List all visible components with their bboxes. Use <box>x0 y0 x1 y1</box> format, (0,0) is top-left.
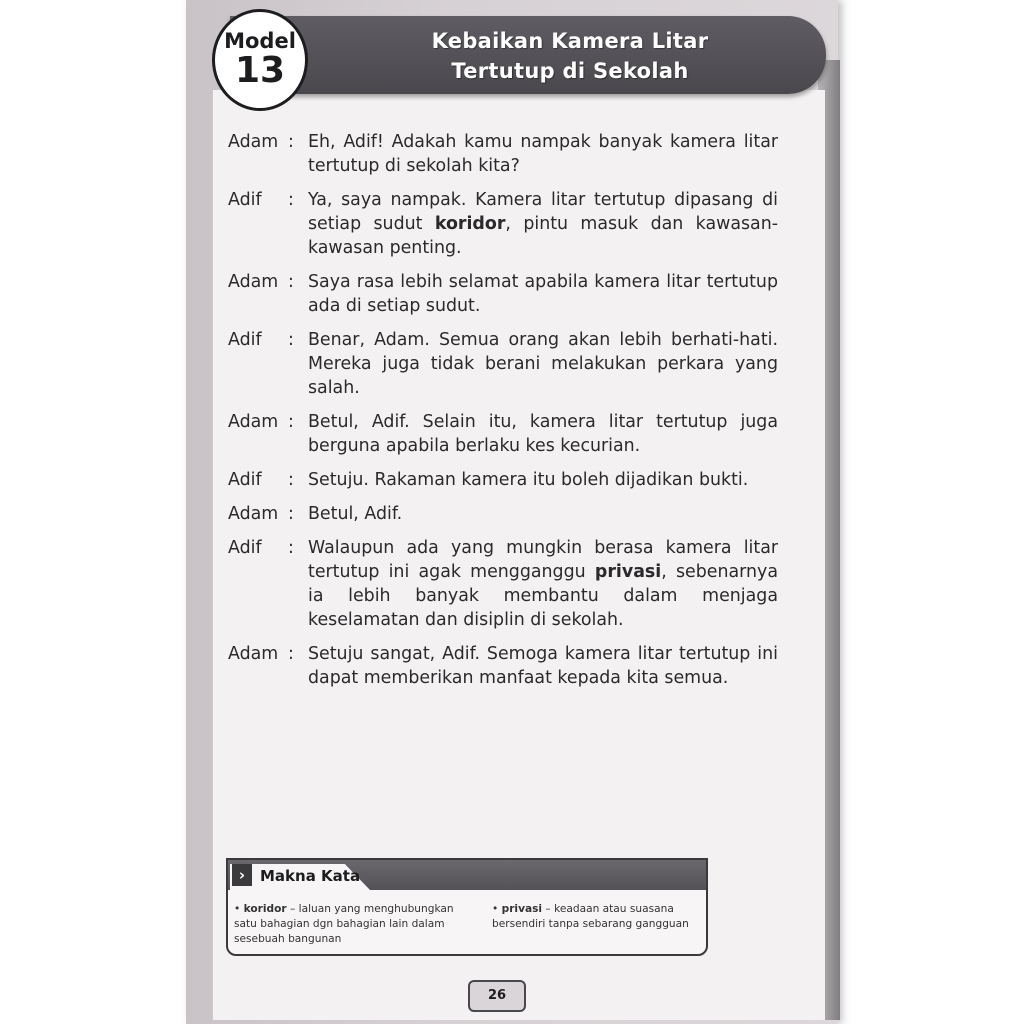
speaker-colon: : <box>288 190 294 210</box>
speaker-name: Adam <box>228 644 279 664</box>
speech-part: Setuju. Rakaman kamera itu boleh dijadikan bukti. <box>308 470 749 490</box>
dialogue-line <box>228 536 778 632</box>
speaker-colon: : <box>288 412 294 432</box>
speech-part: Betul, Adif. <box>308 504 403 524</box>
page-title <box>380 26 760 86</box>
speech-part: Betul, Adif. Selain itu, kamera litar tertutup juga berguna apabila berlaku kes kecurian. <box>308 412 778 456</box>
speech-part: , pintu masuk dan kawasan-kawasan penting. <box>308 214 778 258</box>
speech-keyword: privasi <box>594 562 662 582</box>
speech-part: , sebenarnya ia lebih banyak membantu dalam menjaga keselamatan dan disiplin di sekolah. <box>308 562 778 630</box>
speech-text <box>308 328 778 400</box>
speaker-colon: : <box>288 504 294 524</box>
page-number: 26 <box>468 980 526 1012</box>
dialogue-line <box>228 642 778 690</box>
title-line-1: Kebaikan Kamera Litar <box>431 29 709 53</box>
model-number: 13 <box>234 50 286 91</box>
model-label: Model <box>224 29 296 53</box>
speech-text <box>308 502 778 526</box>
speaker-colon: : <box>288 538 294 558</box>
dialogue-line <box>228 328 778 400</box>
dialogue <box>228 130 778 700</box>
speech-part: Setuju sangat, Adif. Semoga kamera litar tertutup ini dapat memberikan manfaat kepada kita semua. <box>308 644 778 688</box>
speech-part: Benar, Adam. Semua orang akan lebih berhati-hati. Mereka juga tidak berani melakukan perkara yang salah. <box>308 330 778 398</box>
glossary-term: koridor <box>243 903 287 915</box>
speech-part: Ya, saya nampak. Kamera litar tertutup dipasang di setiap sudut <box>308 190 778 234</box>
speech-part: Saya rasa lebih selamat apabila kamera litar tertutup ada di setiap sudut. <box>308 272 778 316</box>
speech-text <box>308 536 778 632</box>
speaker-name: Adam <box>228 272 279 292</box>
speaker-name: Adam <box>228 504 279 524</box>
speech-text <box>308 642 778 690</box>
speaker-colon: : <box>288 132 294 152</box>
makna-kata-box <box>226 858 708 956</box>
speaker-colon: : <box>288 272 294 292</box>
glossary-definition: – laluan yang menghubungkan satu bahagian dgn bahagian lain dalam sesebuah bangunan <box>234 903 454 945</box>
bullet: • <box>492 903 499 915</box>
makna-kata-header <box>228 860 706 890</box>
dialogue-line <box>228 410 778 458</box>
makna-kata-title: Makna Kata <box>260 867 361 885</box>
speech-text <box>308 270 778 318</box>
speaker-colon: : <box>288 470 294 490</box>
speech-keyword: koridor <box>434 214 506 234</box>
speaker-name: Adif <box>228 470 262 490</box>
speaker-name: Adif <box>228 330 262 350</box>
speech-text <box>308 130 778 178</box>
makna-kata-entry <box>234 902 472 947</box>
speech-part: Eh, Adif! Adakah kamu nampak banyak kamera litar tertutup di sekolah kita? <box>308 132 778 176</box>
speaker-name: Adif <box>228 538 262 558</box>
glossary-term: privasi <box>501 903 543 915</box>
dialogue-line <box>228 130 778 178</box>
glossary-definition: – keadaan atau suasana bersendiri tanpa sebarang gangguan <box>492 903 689 930</box>
speech-text <box>308 468 778 492</box>
speaker-colon: : <box>288 644 294 664</box>
dialogue-line <box>228 188 778 260</box>
speech-text <box>308 410 778 458</box>
chevron-right-icon: › <box>232 864 252 886</box>
speech-text <box>308 188 778 260</box>
bullet: • <box>234 903 241 915</box>
dialogue-line <box>228 468 778 492</box>
model-badge <box>212 9 308 111</box>
dialogue-line <box>228 502 778 526</box>
speech-part: Walaupun ada yang mungkin berasa kamera litar tertutup ini agak mengganggu <box>308 538 778 582</box>
speaker-name: Adam <box>228 412 279 432</box>
speaker-name: Adam <box>228 132 279 152</box>
speaker-colon: : <box>288 330 294 350</box>
dialogue-line <box>228 270 778 318</box>
speaker-name: Adif <box>228 190 262 210</box>
makna-kata-entry <box>492 902 702 932</box>
title-line-2: Tertutup di Sekolah <box>451 59 689 83</box>
